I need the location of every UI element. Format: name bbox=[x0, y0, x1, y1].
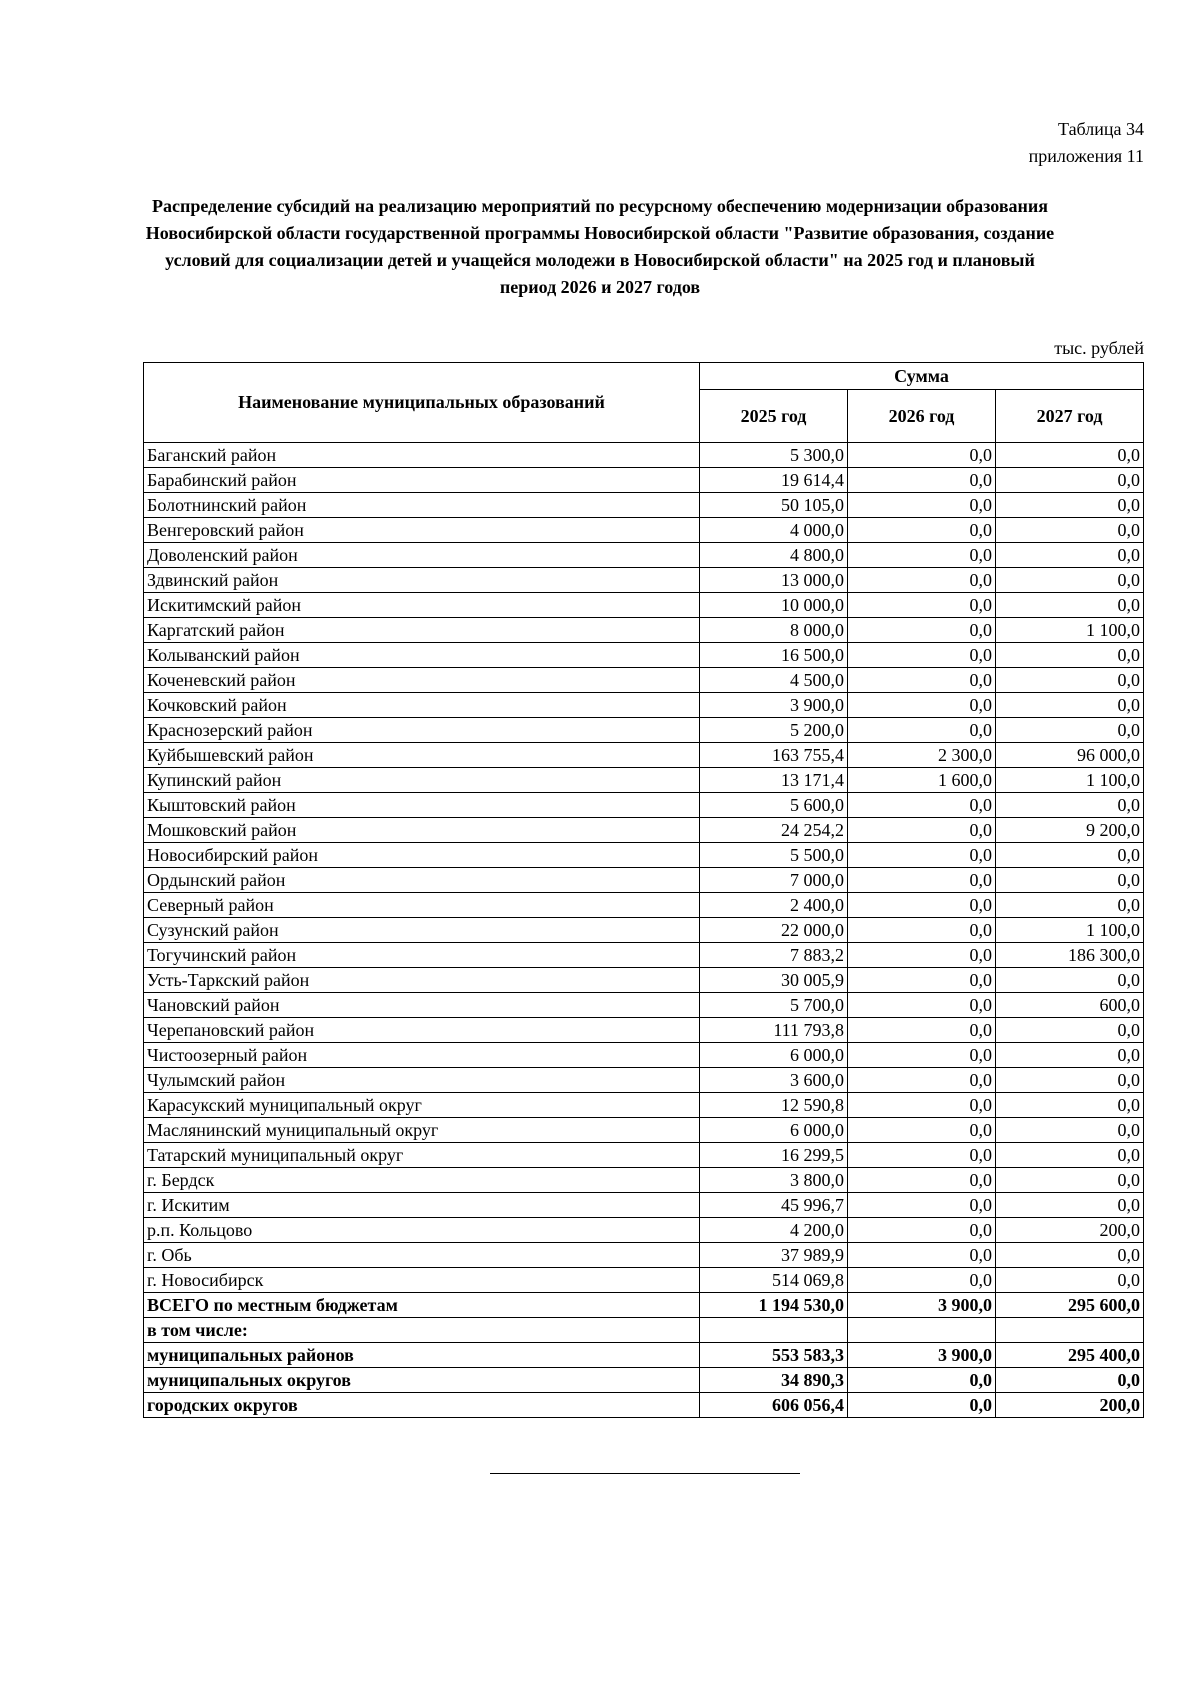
value-2025-cell: 606 056,4 bbox=[700, 1393, 848, 1418]
value-2027-cell: 0,0 bbox=[996, 868, 1144, 893]
value-2026-cell: 0,0 bbox=[848, 918, 996, 943]
table-row bbox=[144, 1143, 1144, 1168]
total-row bbox=[144, 1393, 1144, 1418]
value-2027-cell: 0,0 bbox=[996, 1268, 1144, 1293]
value-2027-cell: 0,0 bbox=[996, 1193, 1144, 1218]
value-2027-cell: 0,0 bbox=[996, 668, 1144, 693]
appendix-label: приложения 11 bbox=[1028, 146, 1144, 166]
row-name-cell: Болотнинский район bbox=[144, 493, 700, 518]
value-2026-cell: 0,0 bbox=[848, 893, 996, 918]
table-row bbox=[144, 768, 1144, 793]
value-2025-cell: 30 005,9 bbox=[700, 968, 848, 993]
value-2026-cell bbox=[848, 1318, 996, 1343]
value-2027-cell: 0,0 bbox=[996, 568, 1144, 593]
value-2025-cell: 4 200,0 bbox=[700, 1218, 848, 1243]
value-2026-cell: 0,0 bbox=[848, 568, 996, 593]
value-2026-cell: 0,0 bbox=[848, 718, 996, 743]
value-2026-cell: 0,0 bbox=[848, 1193, 996, 1218]
value-2027-cell: 1 100,0 bbox=[996, 768, 1144, 793]
units-label: тыс. рублей bbox=[1054, 338, 1144, 358]
row-name-cell: Татарский муниципальный округ bbox=[144, 1143, 700, 1168]
value-2025-cell: 5 500,0 bbox=[700, 843, 848, 868]
table-row bbox=[144, 1218, 1144, 1243]
column-header-name: Наименование муниципальных образований bbox=[144, 363, 700, 443]
value-2027-cell: 1 100,0 bbox=[996, 918, 1144, 943]
value-2027-cell: 0,0 bbox=[996, 643, 1144, 668]
value-2025-cell: 6 000,0 bbox=[700, 1118, 848, 1143]
value-2025-cell: 7 883,2 bbox=[700, 943, 848, 968]
value-2026-cell: 0,0 bbox=[848, 1268, 996, 1293]
value-2027-cell: 200,0 bbox=[996, 1218, 1144, 1243]
value-2026-cell: 0,0 bbox=[848, 668, 996, 693]
table-row bbox=[144, 643, 1144, 668]
value-2025-cell: 13 000,0 bbox=[700, 568, 848, 593]
table-row bbox=[144, 818, 1144, 843]
table-row bbox=[144, 618, 1144, 643]
table-row bbox=[144, 1043, 1144, 1068]
row-name-cell: г. Бердск bbox=[144, 1168, 700, 1193]
value-2025-cell: 4 800,0 bbox=[700, 543, 848, 568]
value-2027-cell: 0,0 bbox=[996, 468, 1144, 493]
table-row bbox=[144, 1268, 1144, 1293]
row-name-cell: Кыштовский район bbox=[144, 793, 700, 818]
value-2027-cell: 600,0 bbox=[996, 993, 1144, 1018]
row-name-cell: Чистоозерный район bbox=[144, 1043, 700, 1068]
row-name-cell: Тогучинский район bbox=[144, 943, 700, 968]
table-row bbox=[144, 518, 1144, 543]
value-2025-cell: 163 755,4 bbox=[700, 743, 848, 768]
value-2026-cell: 0,0 bbox=[848, 1218, 996, 1243]
row-name-cell: Здвинский район bbox=[144, 568, 700, 593]
value-2027-cell: 0,0 bbox=[996, 493, 1144, 518]
total-row bbox=[144, 1318, 1144, 1343]
row-name-cell: Кочковский район bbox=[144, 693, 700, 718]
table-row bbox=[144, 1068, 1144, 1093]
table-row bbox=[144, 943, 1144, 968]
value-2026-cell: 0,0 bbox=[848, 493, 996, 518]
value-2025-cell: 12 590,8 bbox=[700, 1093, 848, 1118]
row-name-cell: Краснозерский район bbox=[144, 718, 700, 743]
row-name-cell: городских округов bbox=[144, 1393, 700, 1418]
value-2027-cell: 96 000,0 bbox=[996, 743, 1144, 768]
table-row bbox=[144, 1118, 1144, 1143]
value-2025-cell: 3 900,0 bbox=[700, 693, 848, 718]
table-row bbox=[144, 1193, 1144, 1218]
value-2027-cell: 0,0 bbox=[996, 543, 1144, 568]
value-2026-cell: 0,0 bbox=[848, 943, 996, 968]
value-2026-cell: 0,0 bbox=[848, 1118, 996, 1143]
value-2025-cell: 4 500,0 bbox=[700, 668, 848, 693]
table-number-label: Таблица 34 bbox=[1058, 119, 1144, 139]
value-2026-cell: 0,0 bbox=[848, 1168, 996, 1193]
value-2026-cell: 3 900,0 bbox=[848, 1343, 996, 1368]
value-2026-cell: 0,0 bbox=[848, 818, 996, 843]
table-row bbox=[144, 868, 1144, 893]
row-name-cell: Доволенский район bbox=[144, 543, 700, 568]
value-2026-cell: 0,0 bbox=[848, 1068, 996, 1093]
row-name-cell: Карасукский муниципальный округ bbox=[144, 1093, 700, 1118]
value-2027-cell: 0,0 bbox=[996, 843, 1144, 868]
row-name-cell: Куйбышевский район bbox=[144, 743, 700, 768]
table-row bbox=[144, 968, 1144, 993]
value-2027-cell: 295 600,0 bbox=[996, 1293, 1144, 1318]
row-name-cell: Барабинский район bbox=[144, 468, 700, 493]
table-reference bbox=[1029, 116, 1144, 170]
row-name-cell: Каргатский район bbox=[144, 618, 700, 643]
value-2025-cell: 37 989,9 bbox=[700, 1243, 848, 1268]
table-body bbox=[144, 443, 1144, 1418]
table-row bbox=[144, 1018, 1144, 1043]
row-name-cell: Искитимский район bbox=[144, 593, 700, 618]
column-header-2025: 2025 год bbox=[700, 390, 848, 443]
total-row bbox=[144, 1293, 1144, 1318]
row-name-cell: Венгеровский район bbox=[144, 518, 700, 543]
value-2026-cell: 0,0 bbox=[848, 793, 996, 818]
value-2026-cell: 0,0 bbox=[848, 518, 996, 543]
value-2027-cell: 186 300,0 bbox=[996, 943, 1144, 968]
value-2026-cell: 2 300,0 bbox=[848, 743, 996, 768]
value-2027-cell: 0,0 bbox=[996, 1143, 1144, 1168]
value-2025-cell: 22 000,0 bbox=[700, 918, 848, 943]
value-2027-cell: 0,0 bbox=[996, 1093, 1144, 1118]
row-name-cell: г. Искитим bbox=[144, 1193, 700, 1218]
value-2027-cell: 0,0 bbox=[996, 1243, 1144, 1268]
value-2025-cell: 16 500,0 bbox=[700, 643, 848, 668]
table-row bbox=[144, 893, 1144, 918]
row-name-cell: Новосибирский район bbox=[144, 843, 700, 868]
value-2026-cell: 0,0 bbox=[848, 993, 996, 1018]
value-2025-cell: 514 069,8 bbox=[700, 1268, 848, 1293]
value-2026-cell: 0,0 bbox=[848, 1243, 996, 1268]
row-name-cell: Баганский район bbox=[144, 443, 700, 468]
value-2026-cell: 0,0 bbox=[848, 593, 996, 618]
value-2025-cell: 5 600,0 bbox=[700, 793, 848, 818]
value-2025-cell: 34 890,3 bbox=[700, 1368, 848, 1393]
row-name-cell: муниципальных округов bbox=[144, 1368, 700, 1393]
value-2027-cell: 0,0 bbox=[996, 1118, 1144, 1143]
value-2025-cell: 3 600,0 bbox=[700, 1068, 848, 1093]
value-2025-cell: 16 299,5 bbox=[700, 1143, 848, 1168]
value-2025-cell: 553 583,3 bbox=[700, 1343, 848, 1368]
value-2027-cell: 0,0 bbox=[996, 1168, 1144, 1193]
table-row bbox=[144, 668, 1144, 693]
table-row bbox=[144, 793, 1144, 818]
value-2026-cell: 0,0 bbox=[848, 968, 996, 993]
row-name-cell: в том числе: bbox=[144, 1318, 700, 1343]
table-row bbox=[144, 443, 1144, 468]
value-2025-cell: 2 400,0 bbox=[700, 893, 848, 918]
table-row bbox=[144, 693, 1144, 718]
value-2025-cell: 6 000,0 bbox=[700, 1043, 848, 1068]
column-header-sum: Сумма bbox=[700, 363, 1144, 390]
row-name-cell: Чулымский район bbox=[144, 1068, 700, 1093]
value-2026-cell: 3 900,0 bbox=[848, 1293, 996, 1318]
value-2027-cell: 0,0 bbox=[996, 593, 1144, 618]
table-row bbox=[144, 843, 1144, 868]
value-2026-cell: 0,0 bbox=[848, 1143, 996, 1168]
total-row bbox=[144, 1368, 1144, 1393]
value-2026-cell: 1 600,0 bbox=[848, 768, 996, 793]
table-row bbox=[144, 743, 1144, 768]
subsidy-table bbox=[143, 362, 1144, 1418]
row-name-cell: Купинский район bbox=[144, 768, 700, 793]
value-2025-cell: 5 200,0 bbox=[700, 718, 848, 743]
value-2025-cell: 7 000,0 bbox=[700, 868, 848, 893]
value-2027-cell: 295 400,0 bbox=[996, 1343, 1144, 1368]
table-row bbox=[144, 543, 1144, 568]
row-name-cell: Колыванский район bbox=[144, 643, 700, 668]
value-2026-cell: 0,0 bbox=[848, 468, 996, 493]
value-2027-cell: 0,0 bbox=[996, 443, 1144, 468]
row-name-cell: ВСЕГО по местным бюджетам bbox=[144, 1293, 700, 1318]
value-2027-cell: 0,0 bbox=[996, 1043, 1144, 1068]
value-2027-cell: 0,0 bbox=[996, 1018, 1144, 1043]
value-2025-cell: 19 614,4 bbox=[700, 468, 848, 493]
row-name-cell: Усть-Таркский район bbox=[144, 968, 700, 993]
value-2025-cell: 5 700,0 bbox=[700, 993, 848, 1018]
value-2025-cell: 13 171,4 bbox=[700, 768, 848, 793]
column-header-2026: 2026 год bbox=[848, 390, 996, 443]
value-2025-cell: 3 800,0 bbox=[700, 1168, 848, 1193]
value-2027-cell: 0,0 bbox=[996, 718, 1144, 743]
value-2026-cell: 0,0 bbox=[848, 1018, 996, 1043]
table-row bbox=[144, 1243, 1144, 1268]
table-row bbox=[144, 493, 1144, 518]
table-row bbox=[144, 1168, 1144, 1193]
value-2026-cell: 0,0 bbox=[848, 1043, 996, 1068]
row-name-cell: Сузунский район bbox=[144, 918, 700, 943]
value-2025-cell: 50 105,0 bbox=[700, 493, 848, 518]
value-2027-cell: 200,0 bbox=[996, 1393, 1144, 1418]
value-2025-cell: 1 194 530,0 bbox=[700, 1293, 848, 1318]
footer-separator-line bbox=[490, 1473, 800, 1474]
row-name-cell: Коченевский район bbox=[144, 668, 700, 693]
value-2025-cell: 45 996,7 bbox=[700, 1193, 848, 1218]
value-2027-cell: 0,0 bbox=[996, 1068, 1144, 1093]
row-name-cell: Черепановский район bbox=[144, 1018, 700, 1043]
value-2026-cell: 0,0 bbox=[848, 643, 996, 668]
value-2026-cell: 0,0 bbox=[848, 1093, 996, 1118]
table-row bbox=[144, 1093, 1144, 1118]
value-2026-cell: 0,0 bbox=[848, 868, 996, 893]
value-2026-cell: 0,0 bbox=[848, 443, 996, 468]
value-2025-cell: 10 000,0 bbox=[700, 593, 848, 618]
value-2027-cell: 0,0 bbox=[996, 968, 1144, 993]
table-row bbox=[144, 918, 1144, 943]
value-2025-cell: 5 300,0 bbox=[700, 443, 848, 468]
value-2025-cell: 24 254,2 bbox=[700, 818, 848, 843]
row-name-cell: р.п. Кольцово bbox=[144, 1218, 700, 1243]
column-header-2027: 2027 год bbox=[996, 390, 1144, 443]
table-row bbox=[144, 718, 1144, 743]
value-2026-cell: 0,0 bbox=[848, 1368, 996, 1393]
value-2027-cell: 0,0 bbox=[996, 1368, 1144, 1393]
value-2027-cell: 0,0 bbox=[996, 793, 1144, 818]
table-row bbox=[144, 593, 1144, 618]
row-name-cell: г. Новосибирск bbox=[144, 1268, 700, 1293]
value-2025-cell: 111 793,8 bbox=[700, 1018, 848, 1043]
value-2026-cell: 0,0 bbox=[848, 843, 996, 868]
total-row bbox=[144, 1343, 1144, 1368]
value-2025-cell: 4 000,0 bbox=[700, 518, 848, 543]
value-2027-cell bbox=[996, 1318, 1144, 1343]
value-2026-cell: 0,0 bbox=[848, 1393, 996, 1418]
row-name-cell: Чановский район bbox=[144, 993, 700, 1018]
value-2025-cell: 8 000,0 bbox=[700, 618, 848, 643]
document-title: Распределение субсидий на реализацию мероприятий по ресурсному обеспечению модернизации образования Новосибирской области государственной программы Новосибирской области "Развитие образования, создание условий для социализации детей и учащейся молодежи в Новосибирской области" на 2025 год и плановый период 2026 и 2027 годов bbox=[145, 196, 1055, 297]
value-2027-cell: 0,0 bbox=[996, 518, 1144, 543]
value-2027-cell: 0,0 bbox=[996, 893, 1144, 918]
row-name-cell: г. Обь bbox=[144, 1243, 700, 1268]
row-name-cell: Северный район bbox=[144, 893, 700, 918]
table-row bbox=[144, 568, 1144, 593]
row-name-cell: Ордынский район bbox=[144, 868, 700, 893]
row-name-cell: Маслянинский муниципальный округ bbox=[144, 1118, 700, 1143]
value-2027-cell: 9 200,0 bbox=[996, 818, 1144, 843]
table-row bbox=[144, 468, 1144, 493]
value-2026-cell: 0,0 bbox=[848, 543, 996, 568]
value-2025-cell bbox=[700, 1318, 848, 1343]
table-row bbox=[144, 993, 1144, 1018]
value-2026-cell: 0,0 bbox=[848, 693, 996, 718]
value-2026-cell: 0,0 bbox=[848, 618, 996, 643]
value-2027-cell: 0,0 bbox=[996, 693, 1144, 718]
row-name-cell: Мошковский район bbox=[144, 818, 700, 843]
row-name-cell: муниципальных районов bbox=[144, 1343, 700, 1368]
value-2027-cell: 1 100,0 bbox=[996, 618, 1144, 643]
